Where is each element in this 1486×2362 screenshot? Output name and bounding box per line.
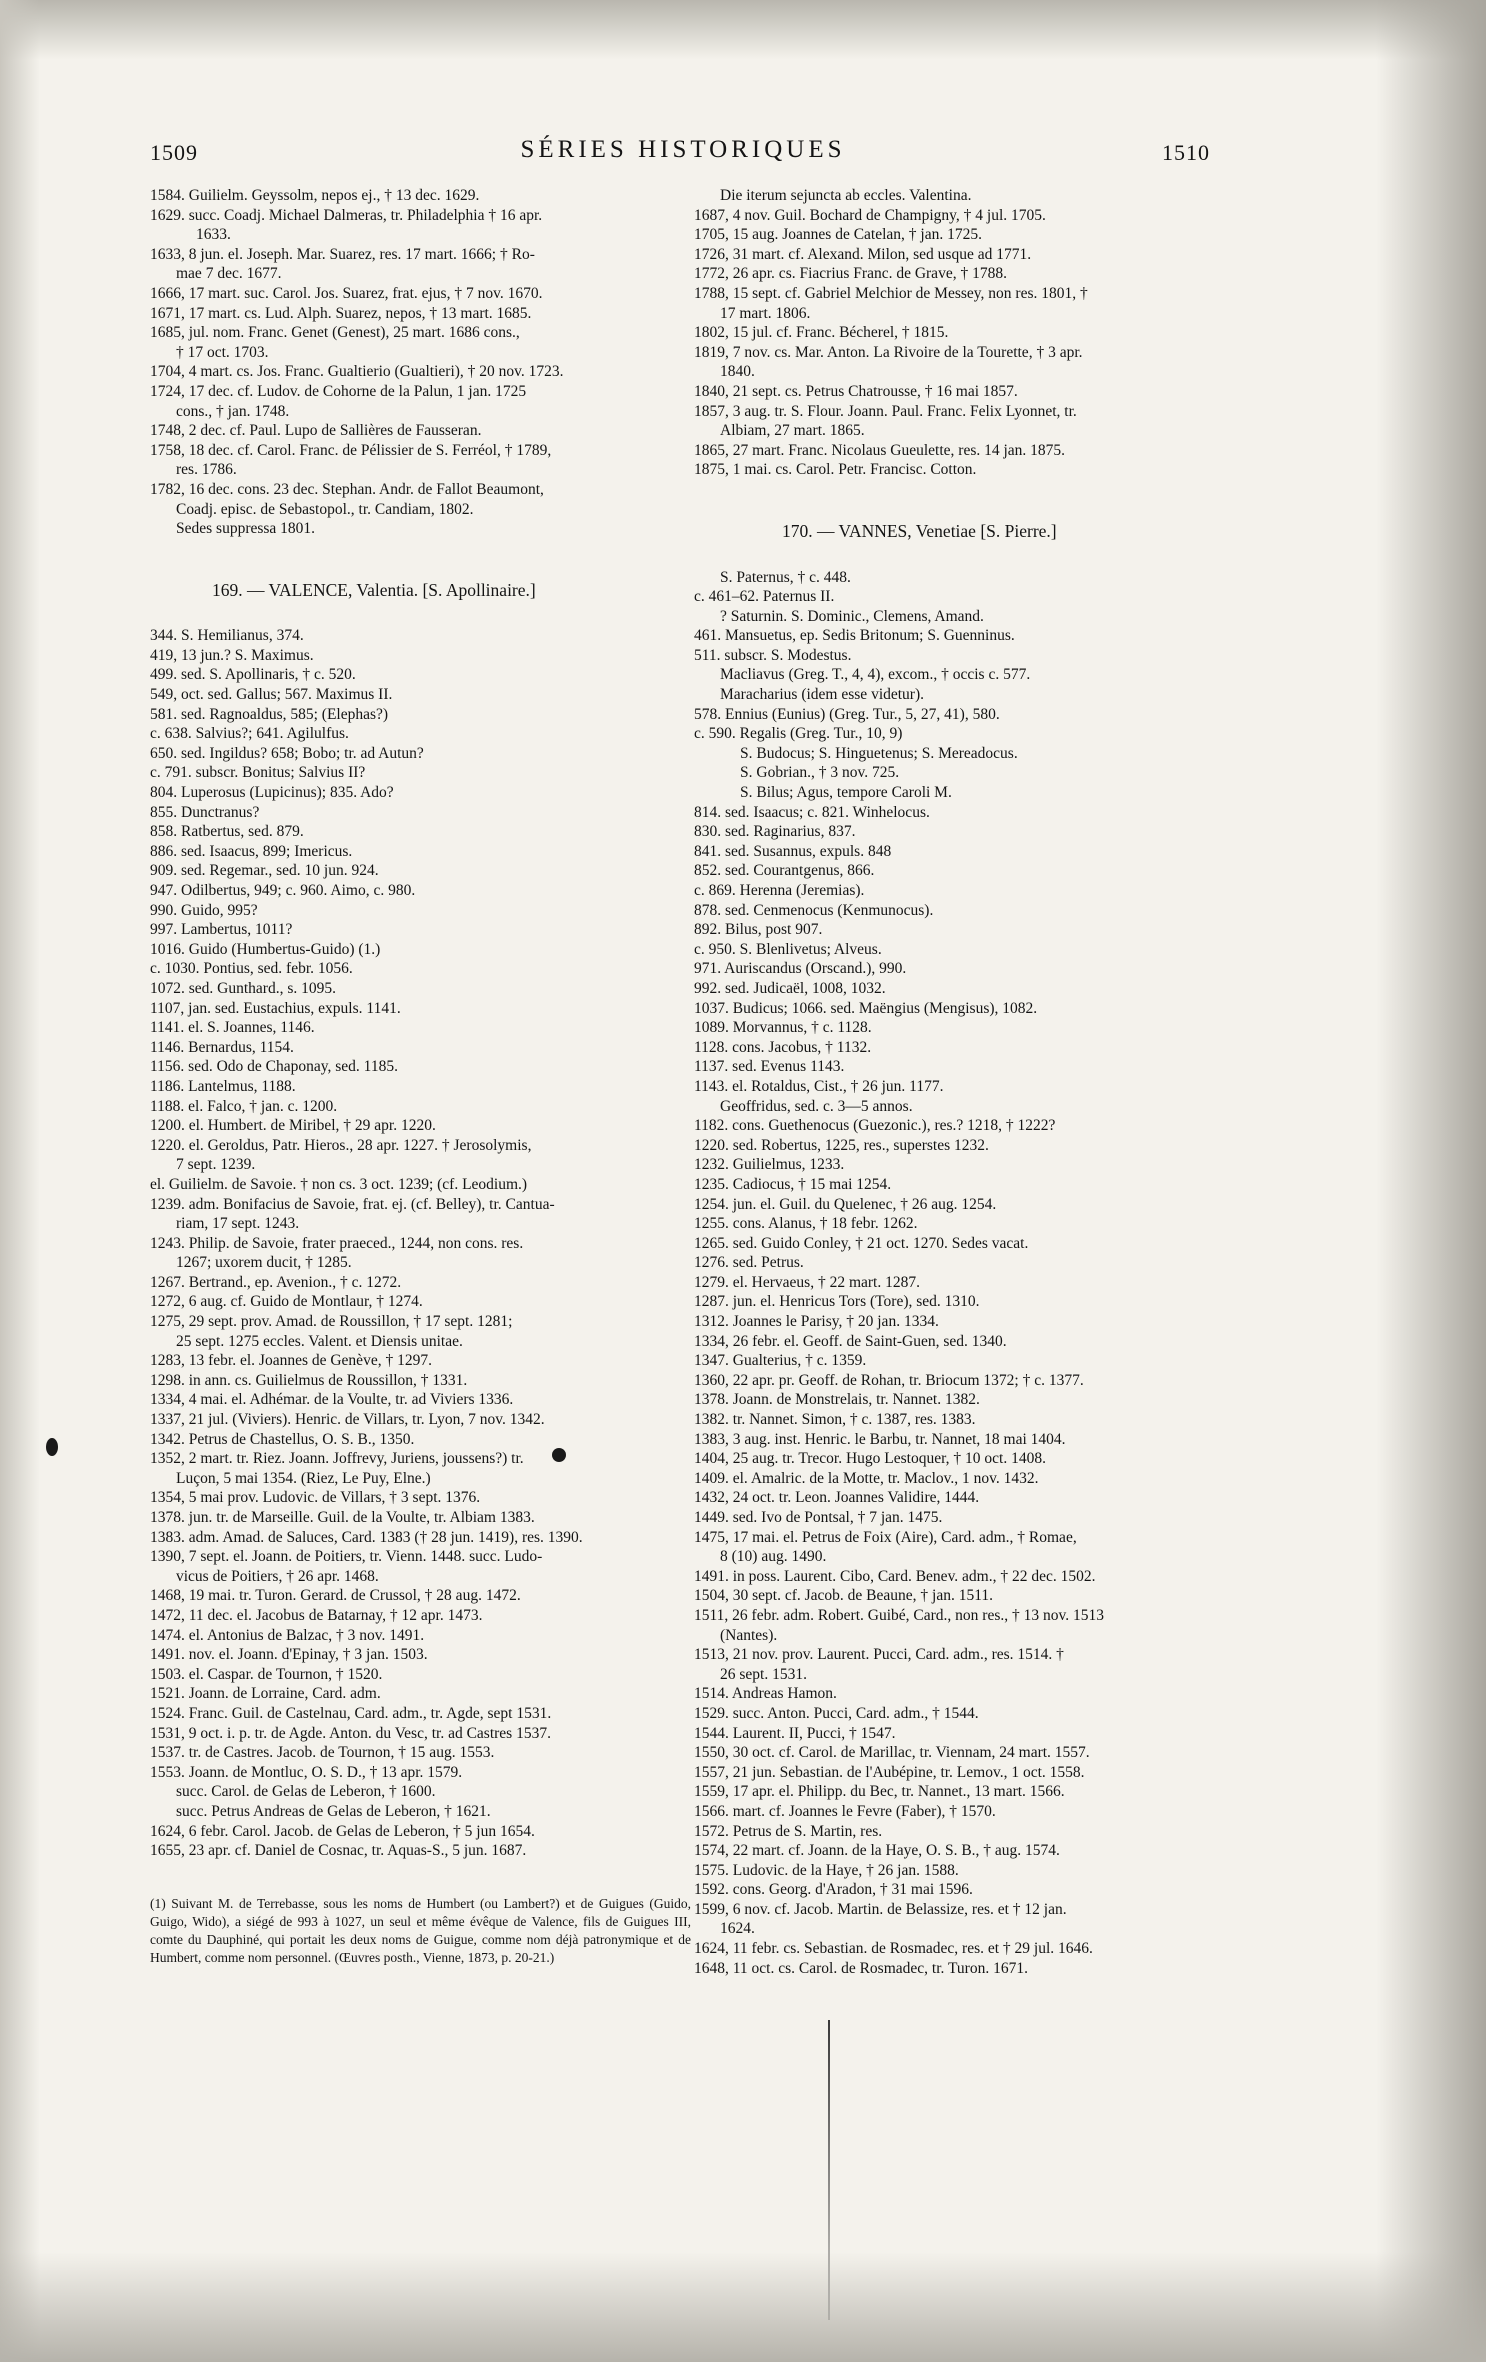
list-entry: 1128. cons. Jacobus, † 1132. (694, 1038, 872, 1056)
list-entry: 1334, 26 febr. el. Geoff. de Saint-Guen, sed. 1340. (694, 1332, 1007, 1350)
list-entry: 1557, 21 jun. Sebastian. de l'Aubépine, tr. Lemov., 1 oct. 1558. (694, 1763, 1085, 1781)
list-entry: 1671, 17 mart. cs. Lud. Alph. Suarez, nepos, † 13 mart. 1685. (150, 304, 532, 322)
list-entry: c. 869. Herenna (Jeremias). (694, 882, 865, 899)
list-entry: 1235. Cadiocus, † 15 mai 1254. (694, 1175, 892, 1193)
list-entry: Coadj. episc. de Sebastopol., tr. Candiam, 1802. (176, 500, 474, 518)
list-entry: 1840. (720, 363, 755, 381)
list-entry: 1016. Guido (Humbertus-Guido) (1.) (150, 940, 381, 958)
list-entry: 1267; uxorem ducit, † 1285. (176, 1254, 352, 1272)
list-entry: 1726, 31 mart. cf. Alexand. Milon, sed usque ad 1771. (694, 245, 1032, 263)
list-entry: 1875, 1 mai. cs. Carol. Petr. Francisc. Cotton. (694, 461, 977, 479)
scan-shadow-bottom (0, 2252, 1486, 2362)
list-entry: 852. sed. Courantgenus, 866. (694, 862, 875, 880)
list-entry: 1559, 17 apr. el. Philipp. du Bec, tr. Nannet., 13 mart. 1566. (694, 1783, 1065, 1801)
list-entry: Luçon, 5 mai 1354. (Riez, Le Puy, Elne.) (176, 1469, 431, 1487)
section-title-valence: 169. — VALENCE, Valentia. [S. Apollinaire.] (212, 579, 536, 600)
gutter-fold-line (828, 2020, 830, 2320)
list-entry: 1182. cons. Guethenocus (Guezonic.), res.? 1218, † 1222? (694, 1117, 1056, 1135)
page-number-left: 1509 (150, 140, 198, 165)
list-entry: riam, 17 sept. 1243. (176, 1215, 300, 1233)
ink-blot (552, 1448, 566, 1462)
list-entry: 1404, 25 aug. tr. Trecor. Hugo Lestoquer, † 10 oct. 1408. (694, 1450, 1046, 1468)
list-entry: 1529. succ. Anton. Pucci, Card. adm., † 1544. (694, 1704, 979, 1722)
list-entry: 1633. (196, 226, 231, 244)
list-entry: 1491. in poss. Laurent. Cibo, Card. Benev. adm., † 22 dec. 1502. (694, 1567, 1096, 1585)
list-entry: c. 461–62. Paternus II. (694, 588, 835, 606)
list-entry: 1382. tr. Nannet. Simon, † c. 1387, res. 1383. (694, 1411, 976, 1429)
list-entry: 1337, 21 jul. (Viviers). Henric. de Villars, tr. Lyon, 7 nov. 1342. (150, 1411, 545, 1429)
left-top-list (150, 186, 695, 539)
list-entry: 1572. Petrus de S. Martin, res. (694, 1822, 883, 1840)
list-entry: 1378. Joann. de Monstrelais, tr. Nannet. 1382. (694, 1391, 980, 1409)
list-entry: 1232. Guilielmus, 1233. (694, 1156, 845, 1174)
list-entry: 1239. adm. Bonifacius de Savoie, frat. ej. (cf. Belley), tr. Cantua- (150, 1195, 555, 1213)
list-entry: 1705, 15 aug. Joannes de Catelan, † jan. 1725. (694, 226, 982, 244)
list-entry: 1857, 3 aug. tr. S. Flour. Joann. Paul. Franc. Felix Lyonnet, tr. (694, 402, 1077, 420)
scan-shadow-right (1376, 0, 1486, 2362)
list-entry: S. Paternus, † c. 448. (720, 568, 851, 586)
list-entry: 1819, 7 nov. cs. Mar. Anton. La Rivoire de la Tourette, † 3 apr. (694, 343, 1083, 361)
list-entry: c. 638. Salvius?; 641. Agilulfus. (150, 725, 349, 743)
list-entry: 419, 13 jun.? S. Maximus. (150, 646, 314, 664)
list-entry: 1107, jan. sed. Eustachius, expuls. 1141. (150, 999, 401, 1017)
list-entry: ? Saturnin. S. Dominic., Clemens, Amand. (720, 607, 984, 625)
list-entry: 1143. el. Rotaldus, Cist., † 26 jun. 1177. (694, 1077, 944, 1095)
list-entry: 997. Lambertus, 1011? (150, 921, 293, 939)
list-entry: 1342. Petrus de Chastellus, O. S. B., 1350. (150, 1430, 415, 1448)
list-entry: 990. Guido, 995? (150, 901, 258, 919)
list-entry: c. 590. Regalis (Greg. Tur., 10, 9) (694, 725, 903, 743)
list-entry: 1186. Lantelmus, 1188. (150, 1077, 296, 1095)
list-entry: 1584. Guilielm. Geyssolm, nepos ej., † 13 dec. 1629. (150, 187, 480, 204)
page-number-right: 1510 (1162, 140, 1210, 165)
list-entry: 499. sed. S. Apollinaris, † c. 520. (150, 666, 356, 684)
list-entry: 1802, 15 jul. cf. Franc. Bécherel, † 1815. (694, 324, 949, 342)
list-entry: 1782, 16 dec. cons. 23 dec. Stephan. Andr. de Fallot Beaumont, (150, 480, 544, 498)
scan-shadow-left (0, 0, 40, 2362)
list-entry: Sedes suppressa 1801. (176, 520, 316, 538)
list-entry: 1624. (720, 1920, 755, 1938)
list-entry: 1748, 2 dec. cf. Paul. Lupo de Sallières de Fausseran. (150, 422, 482, 440)
list-entry: 1072. sed. Gunthard., s. 1095. (150, 979, 336, 997)
list-entry: 814. sed. Isaacus; c. 821. Winhelocus. (694, 803, 930, 821)
list-entry: 1283, 13 febr. el. Joannes de Genève, † 1297. (150, 1352, 432, 1370)
list-entry: 878. sed. Cenmenocus (Kenmunocus). (694, 901, 934, 919)
list-entry: 1655, 23 apr. cf. Daniel de Cosnac, tr. Aquas-S., 5 jun. 1687. (150, 1842, 527, 1860)
list-entry: 855. Dunctranus? (150, 803, 260, 821)
list-entry: 1312. Joannes le Parisy, † 20 jan. 1334. (694, 1313, 939, 1331)
list-entry: vicus de Poitiers, † 26 apr. 1468. (176, 1567, 379, 1585)
list-entry: 26 sept. 1531. (720, 1665, 807, 1683)
list-entry: 1531, 9 oct. i. p. tr. de Agde. Anton. du Vesc, tr. ad Castres 1537. (150, 1724, 551, 1742)
list-entry: (Nantes). (720, 1626, 778, 1644)
list-entry: 1383, 3 aug. inst. Henric. le Barbu, tr. Nannet, 18 mai 1404. (694, 1430, 1066, 1448)
list-entry: 1255. cons. Alanus, † 18 febr. 1262. (694, 1215, 918, 1233)
list-entry: 1629. succ. Coadj. Michael Dalmeras, tr. Philadelphia † 16 apr. (150, 206, 543, 224)
right-column (694, 186, 1246, 1978)
list-entry: 1276. sed. Petrus. (694, 1254, 804, 1272)
list-entry: 1200. el. Humbert. de Miribel, † 29 apr. 1220. (150, 1117, 436, 1135)
list-entry: 1514. Andreas Hamon. (694, 1685, 837, 1703)
list-entry: 1553. Joann. de Montluc, O. S. D., † 13 apr. 1579. (150, 1763, 463, 1781)
list-entry: 1352, 2 mart. tr. Riez. Joann. Joffrevy, Juriens, joussens?) tr. (150, 1450, 524, 1468)
list-entry: Geoffridus, sed. c. 3—5 annos. (720, 1097, 913, 1115)
list-entry: 1504, 30 sept. cf. Jacob. de Beaune, † jan. 1511. (694, 1587, 994, 1605)
list-entry: succ. Carol. de Gelas de Leberon, † 1600. (176, 1783, 436, 1801)
list-entry: 1265. sed. Guido Conley, † 21 oct. 1270. Sedes vacat. (694, 1234, 1029, 1252)
list-entry: 1537. tr. de Castres. Jacob. de Tournon, † 15 aug. 1553. (150, 1744, 495, 1762)
list-entry: 1432, 24 oct. tr. Leon. Joannes Validire, 1444. (694, 1489, 980, 1507)
list-entry: 549, oct. sed. Gallus; 567. Maximus II. (150, 686, 393, 704)
list-entry: 1272, 6 aug. cf. Guido de Montlaur, † 1274. (150, 1293, 423, 1311)
list-entry: c. 950. S. Blenlivetus; Alveus. (694, 940, 882, 958)
list-entry: 17 mart. 1806. (720, 304, 811, 322)
left-column (150, 186, 695, 1967)
list-entry: 1188. el. Falco, † jan. c. 1200. (150, 1097, 338, 1115)
list-entry: 511. subscr. S. Modestus. (694, 646, 852, 664)
list-entry: 1599, 6 nov. cf. Jacob. Martin. de Belassize, res. et † 12 jan. (694, 1900, 1067, 1918)
list-entry: 992. sed. Judicaël, 1008, 1032. (694, 979, 886, 997)
list-entry: 1383. adm. Amad. de Saluces, Card. 1383 († 28 jun. 1419), res. 1390. (150, 1528, 583, 1546)
list-entry: 1146. Bernardus, 1154. (150, 1038, 294, 1056)
list-entry: 1550, 30 oct. cf. Carol. de Marillac, tr. Viennam, 24 mart. 1557. (694, 1744, 1090, 1762)
list-entry: † 17 oct. 1703. (176, 343, 269, 361)
list-entry: 1347. Gualterius, † c. 1359. (694, 1352, 867, 1370)
list-entry: 8 (10) aug. 1490. (720, 1548, 827, 1566)
right-top-list (694, 186, 1246, 480)
list-entry: c. 1030. Pontius, sed. febr. 1056. (150, 960, 353, 978)
list-entry: 1360, 22 apr. pr. Geoff. de Rohan, tr. Briocum 1372; † c. 1377. (694, 1371, 1084, 1389)
list-entry: 841. sed. Susannus, expuls. 848 (694, 842, 892, 860)
list-entry: 1287. jun. el. Henricus Tors (Tore), sed. 1310. (694, 1293, 980, 1311)
list-entry: 1491. nov. el. Joann. d'Epinay, † 3 jan. 1503. (150, 1646, 428, 1664)
list-entry: 1474. el. Antonius de Balzac, † 3 nov. 1491. (150, 1626, 425, 1644)
list-entry: 1575. Ludovic. de la Haye, † 26 jan. 1588. (694, 1861, 959, 1879)
list-entry: 581. sed. Ragnoaldus, 585; (Elephas?) (150, 705, 389, 723)
list-entry: 1334, 4 mai. el. Adhémar. de la Voulte, tr. ad Viviers 1336. (150, 1391, 514, 1409)
list-entry: 947. Odilbertus, 949; c. 960. Aimo, c. 980. (150, 882, 416, 899)
list-entry: 461. Mansuetus, ep. Sedis Britonum; S. Guenninus. (694, 627, 1015, 645)
list-entry: 892. Bilus, post 907. (694, 921, 823, 939)
list-entry: el. Guilielm. de Savoie. † non cs. 3 oct. 1239; (cf. Leodium.) (150, 1175, 528, 1193)
list-entry: 25 sept. 1275 eccles. Valent. et Diensis unitae. (176, 1332, 463, 1350)
list-entry: 858. Ratbertus, sed. 879. (150, 823, 304, 841)
list-entry: 1544. Laurent. II, Pucci, † 1547. (694, 1724, 896, 1742)
list-entry: 1624, 6 febr. Carol. Jacob. de Gelas de Leberon, † 5 jun 1654. (150, 1822, 535, 1840)
list-entry: 1254. jun. el. Guil. du Quelenec, † 26 aug. 1254. (694, 1195, 997, 1213)
list-entry: 1687, 4 nov. Guil. Bochard de Champigny, † 4 jul. 1705. (694, 206, 1046, 224)
ink-blot (46, 1438, 58, 1456)
list-entry: 1449. sed. Ivo de Pontsal, † 7 jan. 1475. (694, 1509, 943, 1526)
list-entry: 1624, 11 febr. cs. Sebastian. de Rosmadec, res. et † 29 jul. 1646. (694, 1940, 1093, 1958)
list-entry: 1566. mart. cf. Joannes le Fevre (Faber), † 1570. (694, 1802, 996, 1820)
list-entry: 1524. Franc. Guil. de Castelnau, Card. adm., tr. Agde, sept 1531. (150, 1704, 552, 1722)
list-entry: Die iterum sejuncta ab eccles. Valentina. (720, 187, 972, 204)
list-entry: 650. sed. Ingildus? 658; Bobo; tr. ad Autun? (150, 744, 424, 762)
list-entry: 1788, 15 sept. cf. Gabriel Melchior de Messey, non res. 1801, † (694, 284, 1088, 302)
section-title-vannes: 170. — VANNES, Venetiae [S. Pierre.] (782, 520, 1057, 541)
list-entry: 1137. sed. Evenus 1143. (694, 1058, 845, 1076)
list-entry: 1089. Morvannus, † c. 1128. (694, 1019, 872, 1037)
list-entry: 1220. el. Geroldus, Patr. Hieros., 28 apr. 1227. † Jerosolymis, (150, 1136, 532, 1154)
list-entry: 971. Auriscandus (Orscand.), 990. (694, 960, 907, 978)
list-entry: 578. Ennius (Eunius) (Greg. Tur., 5, 27, 41), 580. (694, 705, 1000, 723)
list-entry: 1472, 11 dec. el. Jacobus de Batarnay, † 12 apr. 1473. (150, 1606, 483, 1624)
list-entry: 1574, 22 mart. cf. Joann. de la Haye, O. S. B., † aug. 1574. (694, 1842, 1060, 1860)
list-entry: 1390, 7 sept. el. Joann. de Poitiers, tr. Vienn. 1448. succ. Ludo- (150, 1548, 543, 1566)
list-entry: 1521. Joann. de Lorraine, Card. adm. (150, 1685, 381, 1703)
list-entry: 1666, 17 mart. suc. Carol. Jos. Suarez, frat. ejus, † 7 nov. 1670. (150, 284, 543, 302)
list-entry: 804. Luperosus (Lupicinus); 835. Ado? (150, 784, 394, 802)
list-entry: 1772, 26 apr. cs. Fiacrius Franc. de Grave, † 1788. (694, 265, 1007, 283)
list-entry: 1513, 21 nov. prov. Laurent. Pucci, Card. adm., res. 1514. † (694, 1646, 1064, 1664)
list-entry: 1378. jun. tr. de Marseille. Guil. de la Voulte, tr. Albiam 1383. (150, 1509, 535, 1526)
list-entry: 1840, 21 sept. cs. Petrus Chatrousse, † 16 mai 1857. (694, 382, 1018, 400)
list-entry: S. Budocus; S. Hinguetenus; S. Mereadocus. (740, 744, 1018, 762)
list-entry: 1648, 11 oct. cs. Carol. de Rosmadec, tr. Turon. 1671. (694, 1959, 1028, 1977)
list-entry: 1865, 27 mart. Franc. Nicolaus Gueulette, res. 14 jan. 1875. (694, 441, 1066, 459)
scan-shadow-top (0, 0, 1486, 60)
vannes-bishop-list (694, 568, 1246, 1979)
list-entry: 1511, 26 febr. adm. Robert. Guibé, Card., non res., † 13 nov. 1513 (694, 1606, 1104, 1624)
list-entry: 7 sept. 1239. (176, 1156, 256, 1174)
running-title: SÉRIES HISTORIQUES (520, 136, 846, 163)
list-entry: 344. S. Hemilianus, 374. (150, 627, 304, 645)
list-entry: 830. sed. Raginarius, 837. (694, 823, 856, 841)
list-entry: Macliavus (Greg. T., 4, 4), excom., † occis c. 577. (720, 666, 1031, 684)
list-entry: 1141. el. S. Joannes, 1146. (150, 1019, 315, 1037)
list-entry: 1475, 17 mai. el. Petrus de Foix (Aire), Card. adm., † Romae, (694, 1528, 1077, 1546)
list-entry: 1279. el. Hervaeus, † 22 mart. 1287. (694, 1273, 920, 1291)
list-entry: S. Bilus; Agus, tempore Caroli M. (740, 784, 952, 802)
list-entry: 1037. Budicus; 1066. sed. Maëngius (Mengisus), 1082. (694, 999, 1038, 1017)
list-entry: succ. Petrus Andreas de Gelas de Leberon, † 1621. (176, 1802, 491, 1820)
list-entry: 1592. cons. Georg. d'Aradon, † 31 mai 1596. (694, 1881, 973, 1899)
list-entry: 909. sed. Regemar., sed. 10 jun. 924. (150, 862, 379, 880)
list-entry: 1758, 18 dec. cf. Carol. Franc. de Pélissier de S. Ferréol, † 1789, (150, 441, 552, 459)
list-entry: 1243. Philip. de Savoie, frater praeced., 1244, non cons. res. (150, 1234, 524, 1252)
list-entry: c. 791. subscr. Bonitus; Salvius II? (150, 764, 366, 782)
list-entry: Maracharius (idem esse videtur). (720, 686, 925, 704)
list-entry: 1298. in ann. cs. Guilielmus de Roussillon, † 1331. (150, 1371, 468, 1389)
list-entry: Albiam, 27 mart. 1865. (720, 422, 865, 440)
footnote: (1) Suivant M. de Terrebasse, sous les noms de Humbert (ou Lambert?) et de Guigues (Guido, Guigo, Wido), a siégé de 993 à 1027, un seul et même évêque de Valence, fils de Guigues III, comte du Dauphiné, qui portait les deux noms de Guigue, comme nom déjà patronymique et de Humbert, comme nom personnel. (Œuvres posth., Vienne, 1873, p. 20-21.) (150, 1895, 691, 1965)
list-entry: 886. sed. Isaacus, 899; Imericus. (150, 842, 353, 860)
list-entry: mae 7 dec. 1677. (176, 265, 282, 283)
list-entry: 1409. el. Amalric. de la Motte, tr. Maclov., 1 nov. 1432. (694, 1469, 1039, 1487)
list-entry: 1704, 4 mart. cs. Jos. Franc. Gualtierio (Gualtieri), † 20 nov. 1723. (150, 363, 564, 381)
list-entry: 1267. Bertrand., ep. Avenion., † c. 1272. (150, 1273, 402, 1291)
list-entry: 1156. sed. Odo de Chaponay, sed. 1185. (150, 1058, 398, 1076)
list-entry: 1724, 17 dec. cf. Ludov. de Cohorne de la Palun, 1 jan. 1725 (150, 382, 527, 400)
list-entry: 1468, 19 mai. tr. Turon. Gerard. de Crussol, † 28 aug. 1472. (150, 1587, 521, 1605)
valence-bishop-list (150, 626, 695, 1860)
list-entry: cons., † jan. 1748. (176, 402, 290, 420)
list-entry: 1354, 5 mai prov. Ludovic. de Villars, † 3 sept. 1376. (150, 1489, 481, 1507)
list-entry: 1633, 8 jun. el. Joseph. Mar. Suarez, res. 17 mart. 1666; † Ro- (150, 245, 535, 263)
list-entry: 1275, 29 sept. prov. Amad. de Roussillon, † 17 sept. 1281; (150, 1313, 513, 1331)
list-entry: 1685, jul. nom. Franc. Genet (Genest), 25 mart. 1686 cons., (150, 324, 520, 342)
list-entry: 1220. sed. Robertus, 1225, res., superstes 1232. (694, 1136, 989, 1154)
list-entry: S. Gobrian., † 3 nov. 725. (740, 764, 900, 782)
list-entry: 1503. el. Caspar. de Tournon, † 1520. (150, 1665, 383, 1683)
list-entry: res. 1786. (176, 461, 237, 479)
